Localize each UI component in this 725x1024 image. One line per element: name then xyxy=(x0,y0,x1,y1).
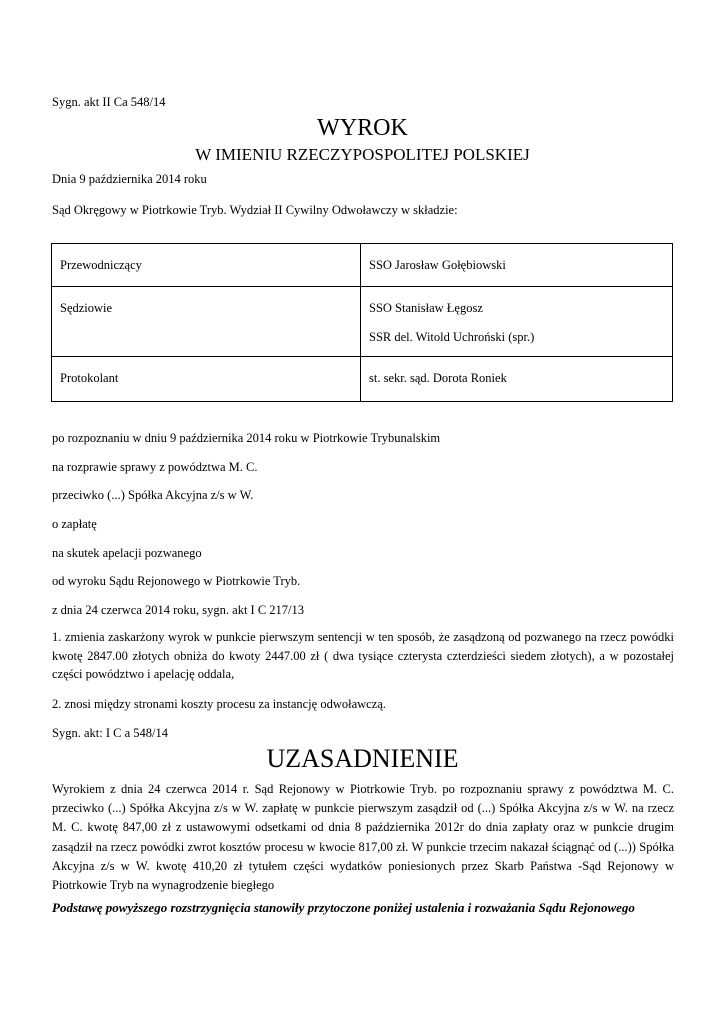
reasons-basis-statement: Podstawę powyższego rozstrzygnięcia stanowiły przytoczone poniżej ustalenia i rozważania Sądu Rejonowego xyxy=(52,900,635,915)
table-row xyxy=(52,244,673,287)
reasons-signature: Sygn. akt: I C a 548/14 xyxy=(52,726,168,740)
role-label-judges: Sędziowie xyxy=(60,301,113,315)
proceedings-line: po rozpoznaniu w dniu 9 października 2014 roku w Piotrkowie Trybunalskim xyxy=(52,431,441,445)
clerk-name: st. sekr. sąd. Dorota Roniek xyxy=(369,371,507,385)
role-cell xyxy=(52,244,361,287)
names-cell xyxy=(361,244,673,287)
court-name: Sąd Okręgowy w Piotrkowie Tryb. Wydział II Cywilny Odwoławczy w składzie: xyxy=(52,203,458,217)
presiding-judge-name: SSO Jarosław Gołębiowski xyxy=(369,258,506,272)
case-signature: Sygn. akt II Ca 548/14 xyxy=(52,95,166,109)
reasons-title: UZASADNIENIE xyxy=(266,744,459,773)
table-row xyxy=(52,357,673,402)
proceedings-line: z dnia 24 czerwca 2014 roku, sygn. akt I C 217/13 xyxy=(52,603,305,617)
names-cell xyxy=(361,357,673,402)
judgment-title: WYROK xyxy=(317,115,408,141)
role-label-presiding: Przewodniczący xyxy=(60,258,142,272)
role-label-clerk: Protokolant xyxy=(60,371,119,385)
proceedings-line: na rozprawie sprawy z powództwa M. C. xyxy=(52,460,258,474)
judge-name-1: SSO Stanisław Łęgosz xyxy=(369,301,483,315)
proceedings-line: o zapłatę xyxy=(52,517,97,531)
names-cell xyxy=(361,287,673,357)
role-cell xyxy=(52,287,361,357)
proceedings-line: od wyroku Sądu Rejonowego w Piotrkowie Tryb. xyxy=(52,574,301,588)
proceedings-line: przeciwko (...) Spółka Akcyjna z/s w W. xyxy=(52,488,254,502)
court-composition-table xyxy=(51,243,673,402)
judge-name-2: SSR del. Witold Uchroński (spr.) xyxy=(369,330,535,344)
role-cell xyxy=(52,357,361,402)
judgment-date: Dnia 9 października 2014 roku xyxy=(52,172,207,186)
ruling-point-2: 2. znosi między stronami koszty procesu za instancję odwoławczą. xyxy=(52,697,386,711)
proceedings-line: na skutek apelacji pozwanego xyxy=(52,546,202,560)
judgment-subtitle: W IMIENIU RZECZYPOSPOLITEJ POLSKIEJ xyxy=(195,145,530,164)
table-row xyxy=(52,287,673,357)
ruling-point-1: 1. zmienia zaskarżony wyrok w punkcie pierwszym sentencji w ten sposób, że zasądzoną od pozwanego na rzecz powódki kwotę 2847.00 złotych obniża do kwoty 2447.00 zł ( dwa tysiące czterysta czterdzieści siedem złotych), a w pozostałej części powództwo i apelację oddala, xyxy=(52,630,674,681)
reasons-paragraph: Wyrokiem z dnia 24 czerwca 2014 r. Sąd Rejonowy w Piotrkowie Tryb. po rozpoznaniu sprawy z powództwa M. C. przeciwko (...) Spółka Akcyjna z/s w W. zapłatę w punkcie pierwszym zasądził od (...) Spółka Akcyjna z/s w W. na rzecz M. C. kwotę 847,00 zł z ustawowymi odsetkami od dnia 8 października 2012r do dnia zapłaty oraz w punkcie drugim zasądził na rzecz powódki zwrot kosztów procesu w kwocie 817,00 zł. W punkcie trzecim nakazał ściągnąć od (...)) Spółka Akcyjna z/s w W. kwotę 410,20 zł tytułem części wydatków poniesionych przez Skarb Państwa -Sąd Rejonowy w Piotrkowie Tryb na wynagrodzenie biegłego xyxy=(52,782,674,893)
